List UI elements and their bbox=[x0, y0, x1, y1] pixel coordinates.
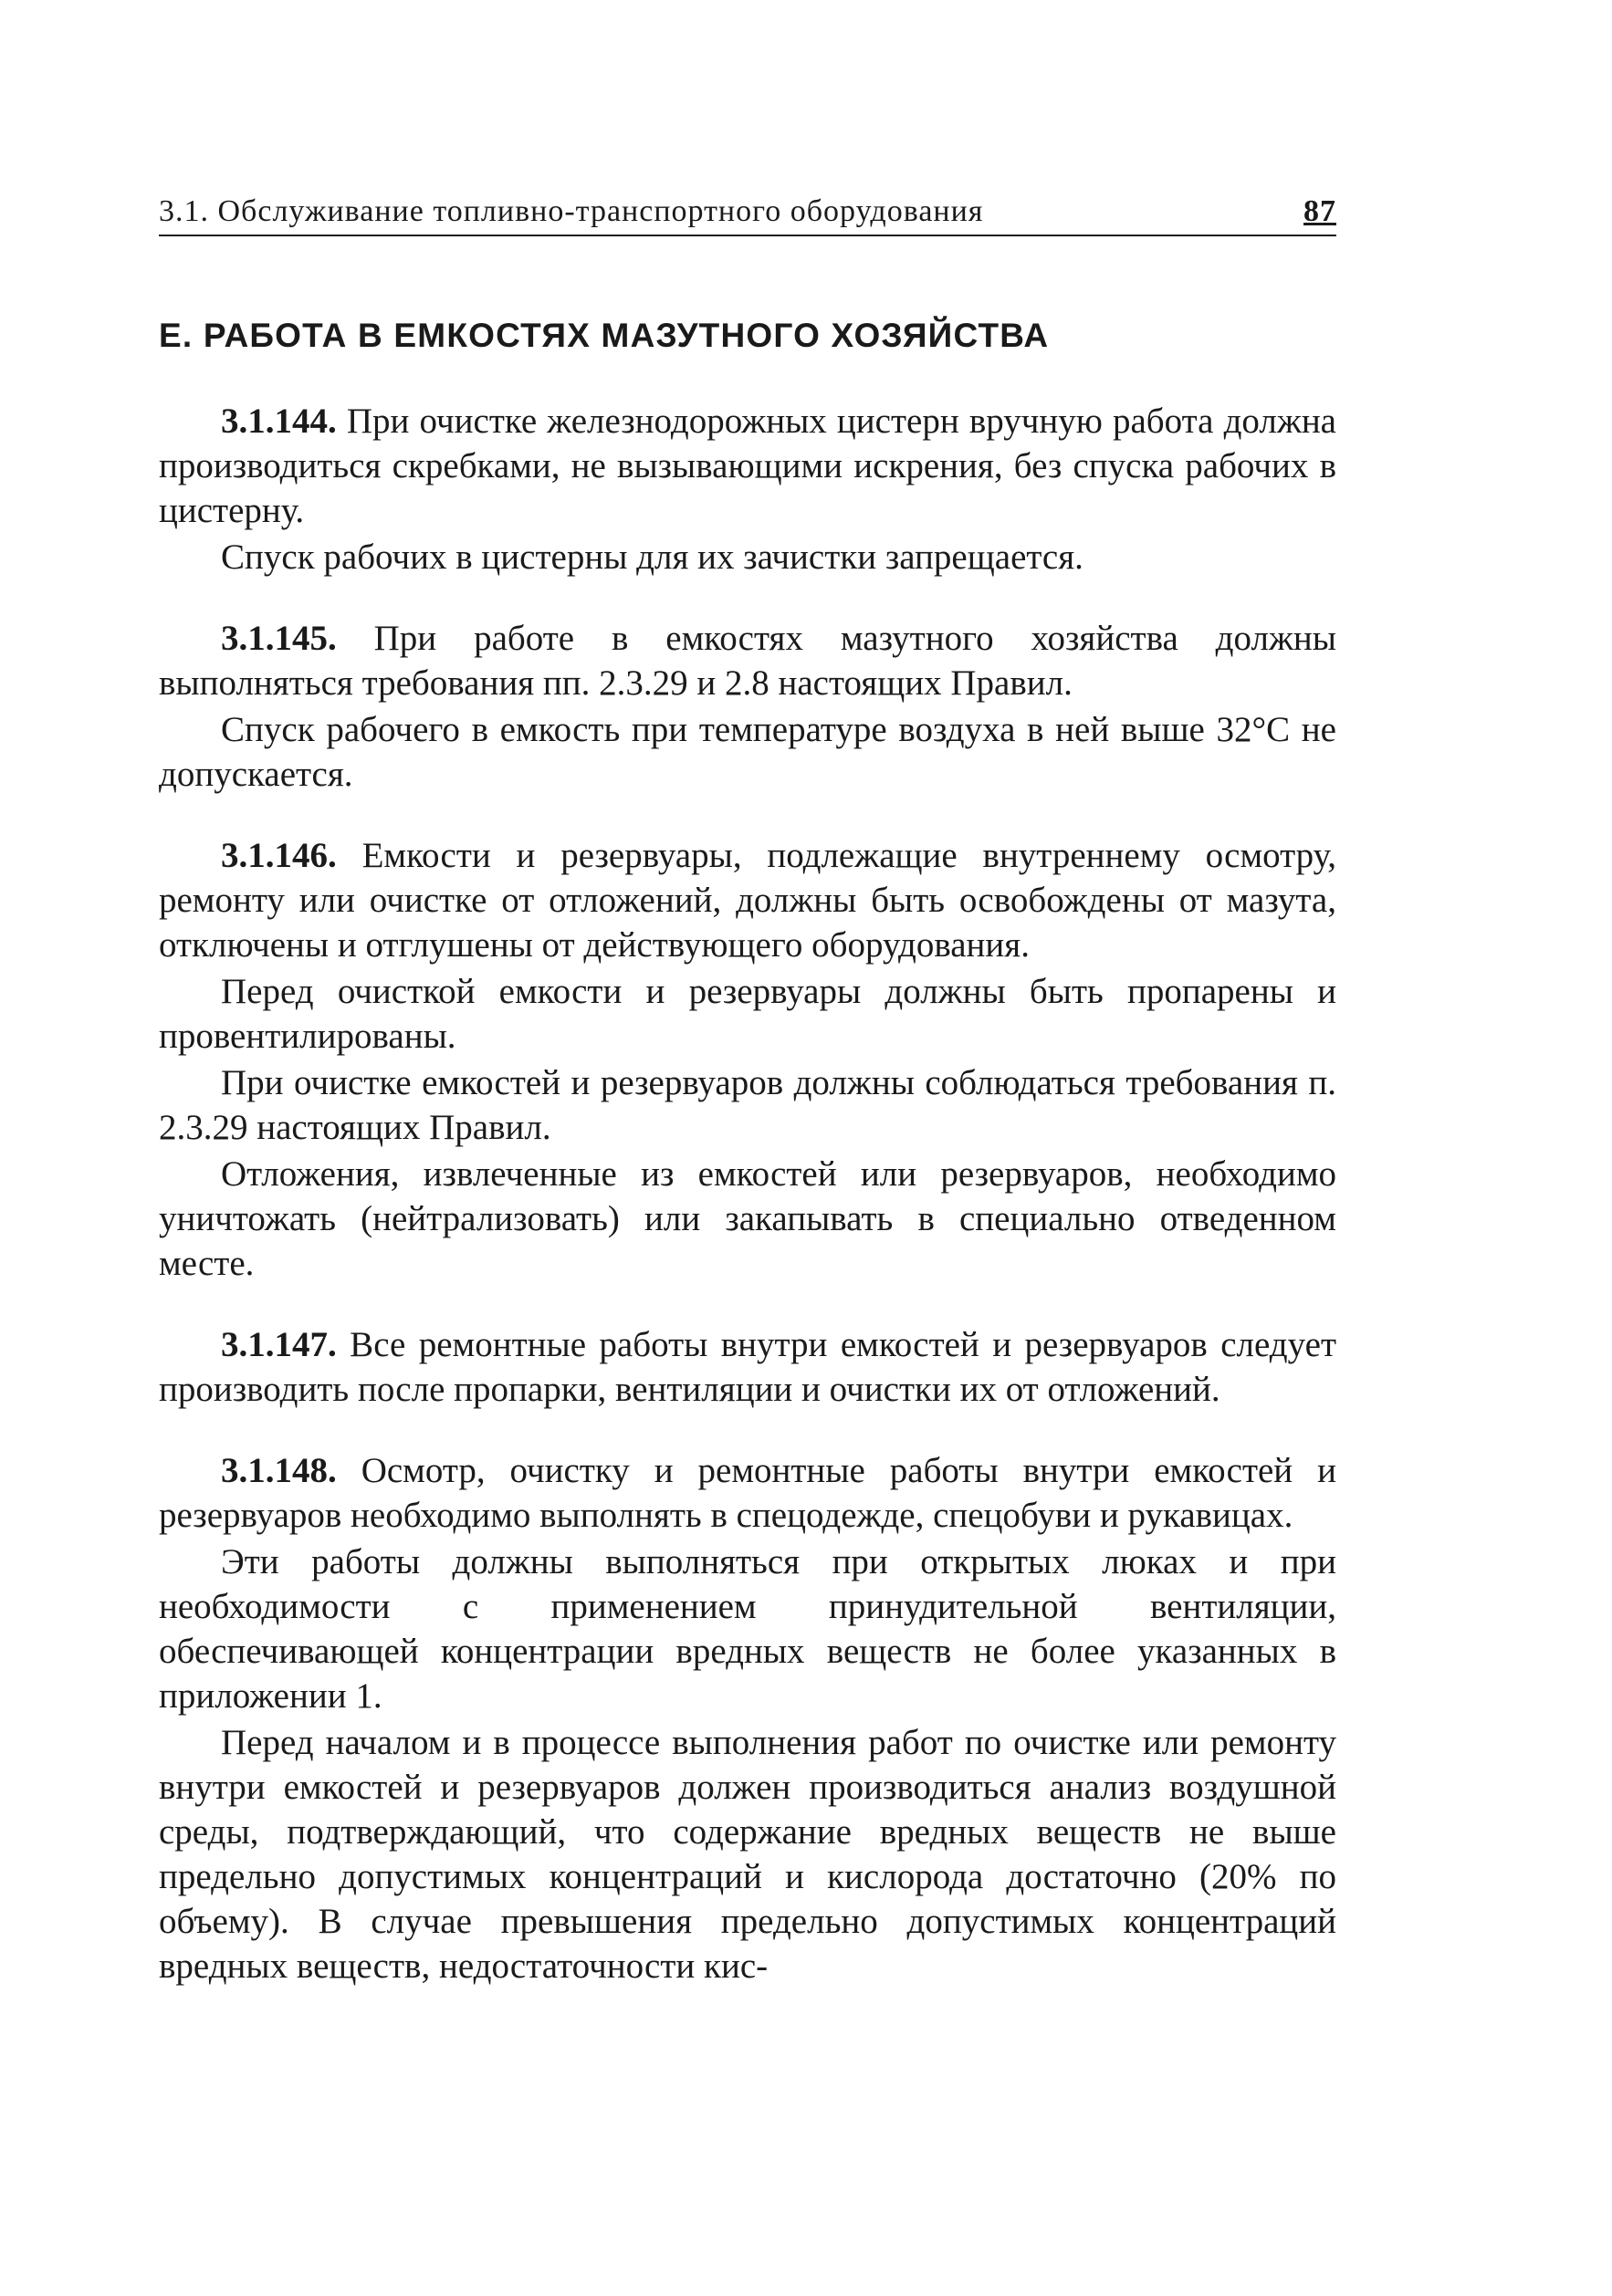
clause-paragraph bbox=[159, 1448, 1336, 1538]
clause-3-1-148 bbox=[159, 1448, 1336, 1988]
clause-paragraph: Перед началом и в процессе выполнения работ по очистке или ремонту внутри емкостей и резервуаров должен производиться анализ воздушной среды, подтверждающий, что содержание вредных веществ не выше предельно допустимых концентраций и кислорода достаточно (20% по объему). В случае превышения предельно допустимых концентраций вредных веществ, недостаточности кис- bbox=[159, 1723, 1336, 1986]
clause-3-1-147 bbox=[159, 1322, 1336, 1412]
clause-text: Емкости и резервуары, подлежащие внутреннему осмотру, ремонту или очистке от отложений, должны быть освобождены от мазута, отключены и отглушены от действующего оборудования. bbox=[159, 836, 1336, 965]
section-heading: Е. РАБОТА В ЕМКОСТЯХ МАЗУТНОГО ХОЗЯЙСТВА bbox=[159, 317, 1050, 354]
clause-paragraph bbox=[159, 399, 1336, 533]
clause-paragraph: Эти работы должны выполняться при открытых люках и при необходимости с применением принудительной вентиляции, обеспечивающей концентрации вредных веществ не более указанных в приложении 1. bbox=[159, 1542, 1336, 1716]
book-page bbox=[159, 187, 1336, 2240]
clause-text: Осмотр, очистку и ремонтные работы внутри емкостей и резервуаров необходимо выполнять в спецодежде, спецобуви и рукавицах. bbox=[159, 1451, 1336, 1535]
clause-3-1-146 bbox=[159, 833, 1336, 1286]
page-body bbox=[159, 399, 1336, 1988]
clause-paragraph: Перед очисткой емкости и резервуары должны быть пропарены и провентилированы. bbox=[159, 972, 1336, 1056]
clause-number: 3.1.147. bbox=[221, 1325, 337, 1364]
page-number: 87 bbox=[1303, 194, 1336, 228]
clause-number: 3.1.146. bbox=[221, 836, 337, 875]
clause-3-1-145 bbox=[159, 616, 1336, 797]
clause-text: При работе в емкостях мазутного хозяйства должны выполняться требования пп. 2.3.29 и 2.8 настоящих Правил. bbox=[159, 619, 1336, 703]
clause-number: 3.1.148. bbox=[221, 1451, 337, 1490]
clause-paragraph bbox=[159, 833, 1336, 967]
clause-number: 3.1.144. bbox=[221, 402, 337, 441]
clause-paragraph: Спуск рабочего в емкость при температуре воздуха в ней выше 32°С не допускается. bbox=[159, 710, 1336, 794]
clause-paragraph: Отложения, извлеченные из емкостей или резервуаров, необходимо уничтожать (нейтрализовать) или закапывать в специально отведенном месте. bbox=[159, 1154, 1336, 1283]
clause-paragraph bbox=[159, 1322, 1336, 1412]
clause-text: При очистке железнодорожных цистерн вручную работа должна производиться скребками, не вызывающими искрения, без спуска рабочих в цистерну. bbox=[159, 402, 1336, 530]
running-title: 3.1. Обслуживание топливно-транспортного оборудования bbox=[159, 194, 984, 228]
running-header bbox=[159, 187, 1336, 236]
clause-paragraph: Спуск рабочих в цистерны для их зачистки запрещается. bbox=[221, 537, 1083, 577]
clause-paragraph bbox=[159, 616, 1336, 705]
clause-3-1-144 bbox=[159, 399, 1336, 579]
clause-text: Все ремонтные работы внутри емкостей и резервуаров следует производить после пропарки, вентиляции и очистки их от отложений. bbox=[159, 1325, 1336, 1409]
clause-number: 3.1.145. bbox=[221, 619, 337, 658]
clause-paragraph: При очистке емкостей и резервуаров должны соблюдаться требования п. 2.3.29 настоящих Правил. bbox=[159, 1063, 1336, 1147]
